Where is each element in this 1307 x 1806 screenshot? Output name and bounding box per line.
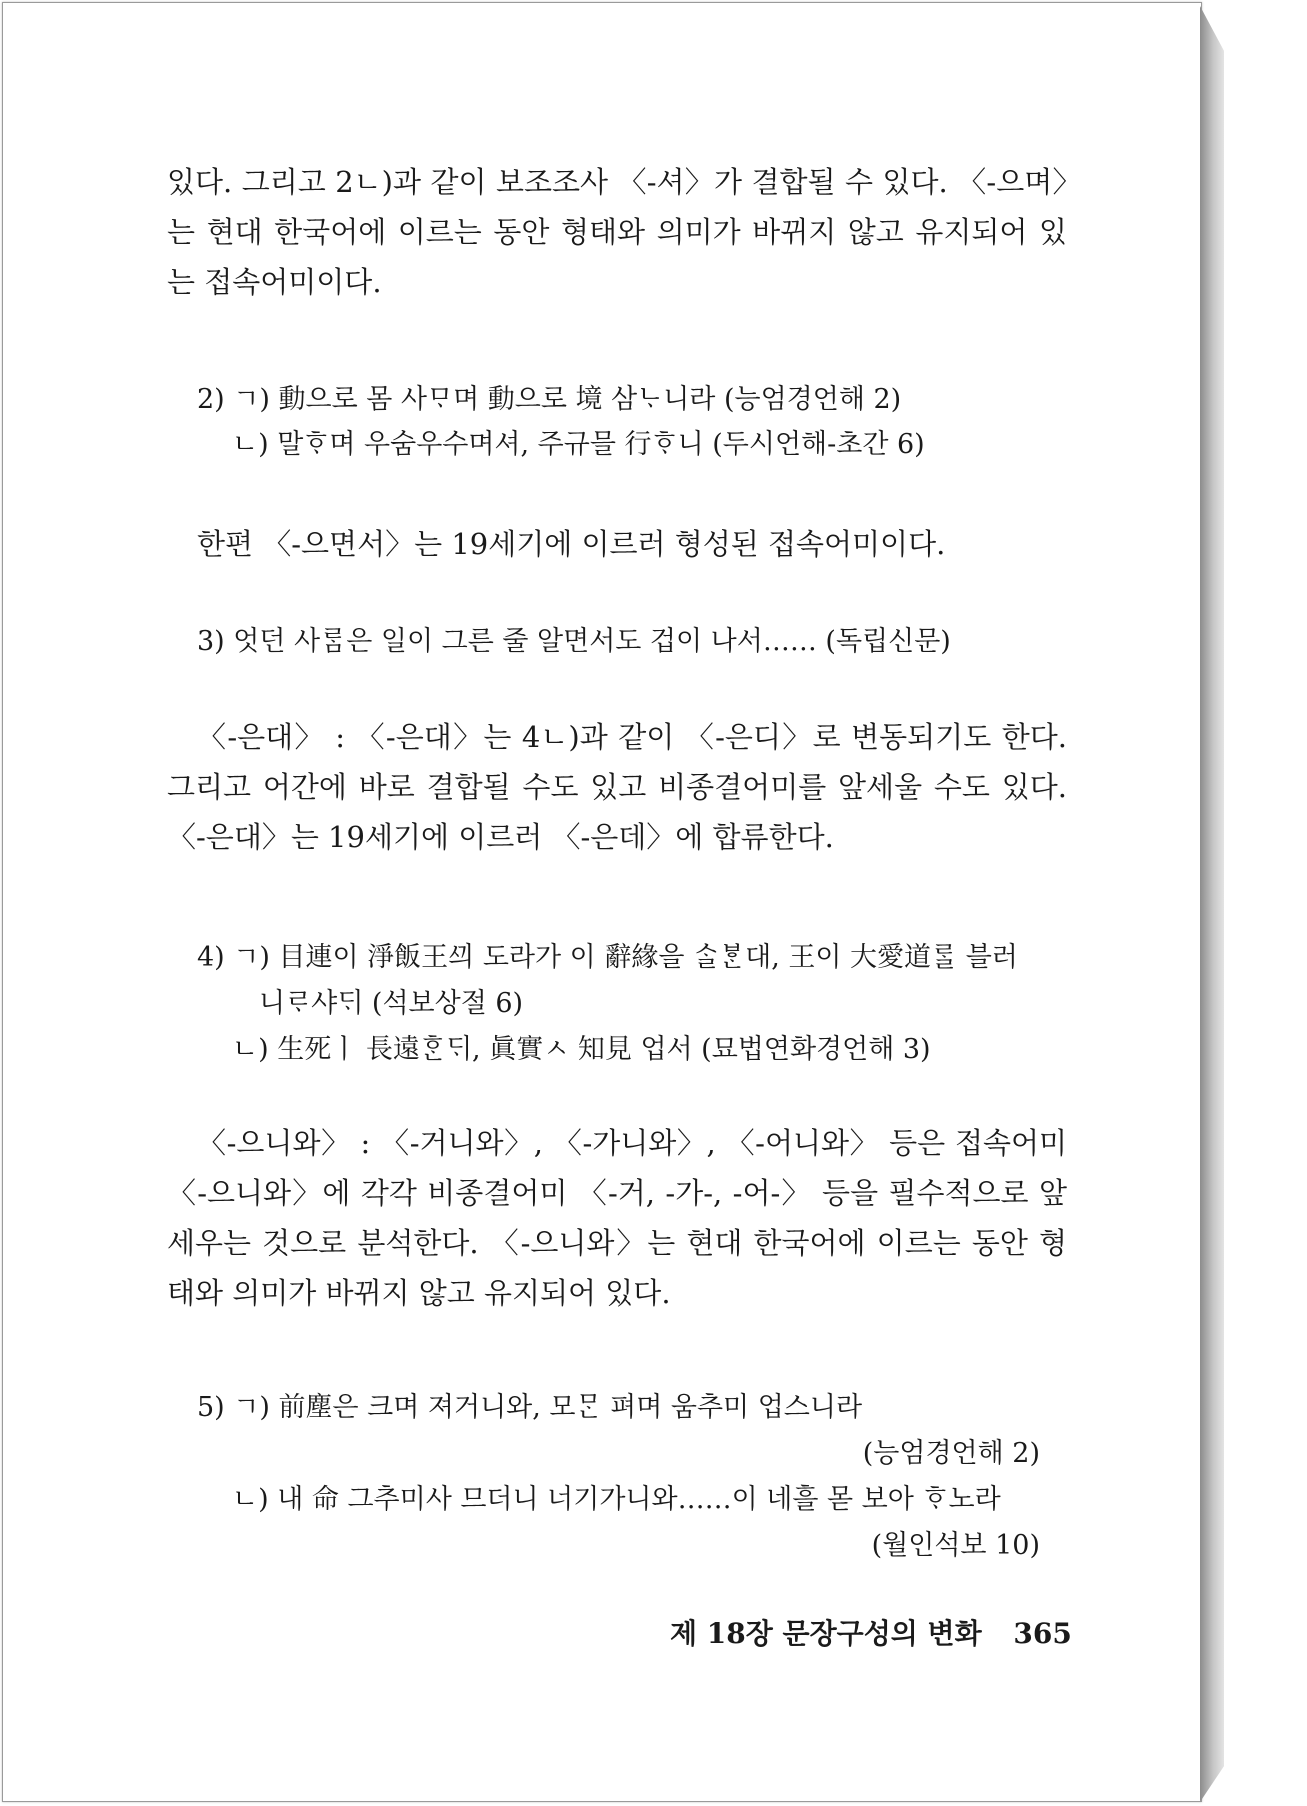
chapter-title: 제 18장 문장구성의 변화: [670, 1617, 982, 1650]
paragraph-3: [167, 712, 1067, 862]
paragraph-3-text: 〈-은대〉 : 〈-은대〉는 4ㄴ)과 같이 〈-은디〉로 변동되기도 한다. 그리고 어간에 바로 결합될 수도 있고 비종결어미를 앞세울 수도 있다. 〈-은대〉는 19세기에 이르러 〈-은데〉에 합류한다.: [167, 720, 1067, 854]
page-number: 365: [1013, 1617, 1072, 1650]
example-4b: ㄴ) 生死ㅣ 長遠ᄒᆞᆫᄃᆡ, 眞實ㅅ 知見 업서 (묘법연화경언해 3): [232, 1034, 931, 1065]
page-footer: [670, 1612, 1072, 1652]
paragraph-4: [167, 1118, 1067, 1318]
paragraph-1: [167, 157, 1067, 307]
example-5a: 5) ㄱ) 前塵은 크며 져거니와, 모ᄆᆞᆫ 펴며 움추미 업스니라: [197, 1392, 863, 1423]
paragraph-2: [197, 519, 1067, 569]
example-3: 3) 엇던 사ᄅᆞᆷ은 일이 그른 줄 알면서도 겁이 나서…… (독립신문): [197, 626, 951, 657]
example-5a-source: (능엄경언해 2): [862, 1438, 1040, 1469]
example-4a: 4) ㄱ) 目連이 淨飯王ᄭᅴ 도라가 이 辭緣을 ᄉᆞᆯᄫᆞᆫ대, 王이 大愛道ᄅᆞᆯ 블러: [197, 942, 1018, 973]
page-edge-shadow: [1200, 6, 1224, 1802]
paragraph-2-text: 한편 〈-으면서〉는 19세기에 이르러 형성된 접속어미이다.: [197, 527, 946, 561]
paragraph-4-text: 〈-으니와〉 : 〈-거니와〉, 〈-가니와〉, 〈-어니와〉 등은 접속어미 〈-으니와〉에 각각 비종결어미 〈-거, -가-, -어-〉 등을 필수적으로 앞세우는 것으로 분석한다. 〈-으니와〉는 현대 한국어에 이르는 동안 형태와 의미가 바뀌지 않고 유지되어 있다.: [167, 1126, 1067, 1310]
example-5b: ㄴ) 내 命 그추미사 므더니 너기가니와……이 네흘 몯 보아 ᄒᆞ노라: [232, 1484, 1001, 1515]
example-2a: 2) ㄱ) 動으로 몸 사ᄆᆞ며 動으로 境 삼ᄂᆞ니라 (능엄경언해 2): [197, 384, 902, 415]
example-2b: ㄴ) 말ᄒᆞ며 우숨우수며셔, 주규믈 行ᄒᆞ니 (두시언해-초간 6): [232, 429, 925, 460]
example-5b-source: (월인석보 10): [871, 1530, 1040, 1561]
example-4a-continued: 니ᄅᆞ샤ᄃᆡ (석보상절 6): [259, 988, 524, 1019]
paragraph-1-text: 있다. 그리고 2ㄴ)과 같이 보조조사 〈-셔〉가 결합될 수 있다. 〈-으며〉는 현대 한국어에 이르는 동안 형태와 의미가 바뀌지 않고 유지되어 있는 접속어미이다.: [167, 165, 1067, 299]
